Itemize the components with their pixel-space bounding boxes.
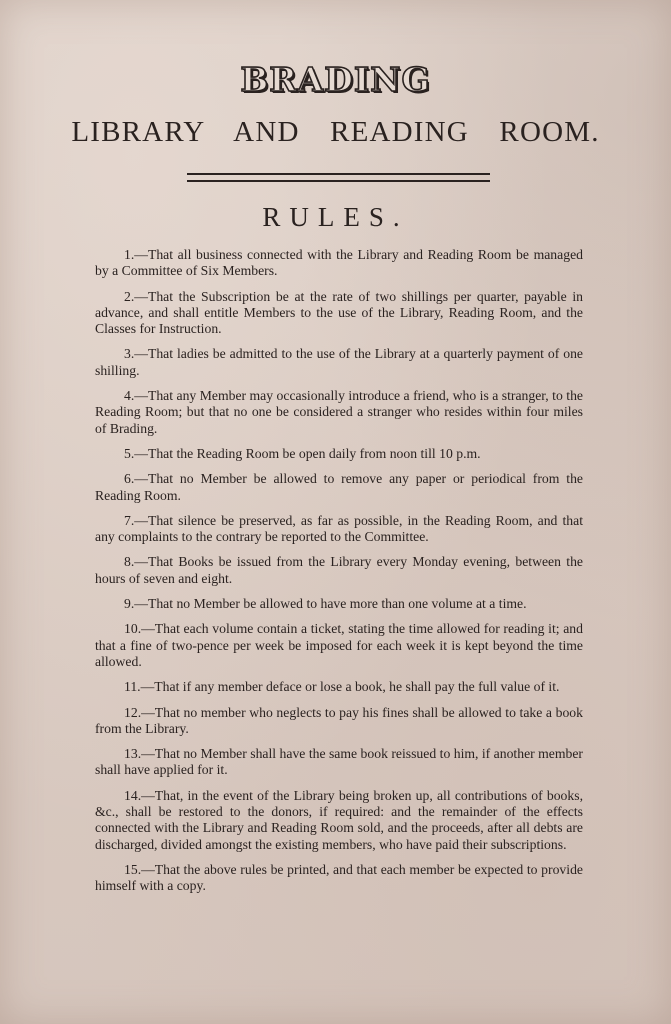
rule-item: 11.—That if any member deface or lose a book, he shall pay the full value of it. xyxy=(124,679,560,695)
rule-item: 7.—That silence be preserved, as far as possible, in the Reading Room, and that any complaints to the contrary be reported to the Committee. xyxy=(95,512,583,545)
double-divider-rule xyxy=(187,173,490,182)
rule-item: 1.—That all business connected with the Library and Reading Room be managed by a Committee of Six Members. xyxy=(95,247,583,279)
rule-item: 5.—That the Reading Room be open daily from noon till 10 p.m. xyxy=(124,445,481,461)
rule-item: 4.—That any Member may occasionally introduce a friend, who is a stranger, to the Reading Room; but that no one be considered a stranger who resides within four miles of Brading. xyxy=(95,388,583,436)
rule-item: 14.—That, in the event of the Library being broken up, all contributions of books, &c., shall be restored to the donors, if required: and the remainder of the effects connected with the Library and Reading Room sold, and the proceeds, after all debts are discharged, divided amongst the existing members, who have paid their subscriptions. xyxy=(95,787,583,852)
document-title: BRADING xyxy=(240,60,431,99)
rule-item: 9.—That no Member be allowed to have more than one volume at a time. xyxy=(124,596,527,612)
rule-item: 13.—That no Member shall have the same book reissued to him, if another member shall have applied for it. xyxy=(95,746,583,778)
rules-list xyxy=(95,247,583,904)
document-subtitle: LIBRARY AND READING ROOM. xyxy=(71,116,600,148)
rules-heading: RULES. xyxy=(262,202,409,232)
rule-item: 2.—That the Subscription be at the rate of two shillings per quarter, payable in advance, and shall entitle Members to the use of the Library, Reading Room, and the Classes for Instruction. xyxy=(95,288,583,337)
rule-item: 3.—That ladies be admitted to the use of the Library at a quarterly payment of one shilling. xyxy=(95,346,583,378)
rule-item: 6.—That no Member be allowed to remove any paper or periodical from the Reading Room. xyxy=(95,471,583,503)
rule-item: 10.—That each volume contain a ticket, stating the time allowed for reading it; and that a fine of two-pence per week be imposed for each week it is kept beyond the time allowed. xyxy=(95,621,583,669)
rule-item: 8.—That Books be issued from the Library every Monday evening, between the hours of seven and eight. xyxy=(95,554,583,586)
rule-item: 12.—That no member who neglects to pay his fines shall be allowed to take a book from the Library. xyxy=(95,704,583,736)
rule-item: 15.—That the above rules be printed, and that each member be expected to provide himself with a copy. xyxy=(95,861,583,894)
